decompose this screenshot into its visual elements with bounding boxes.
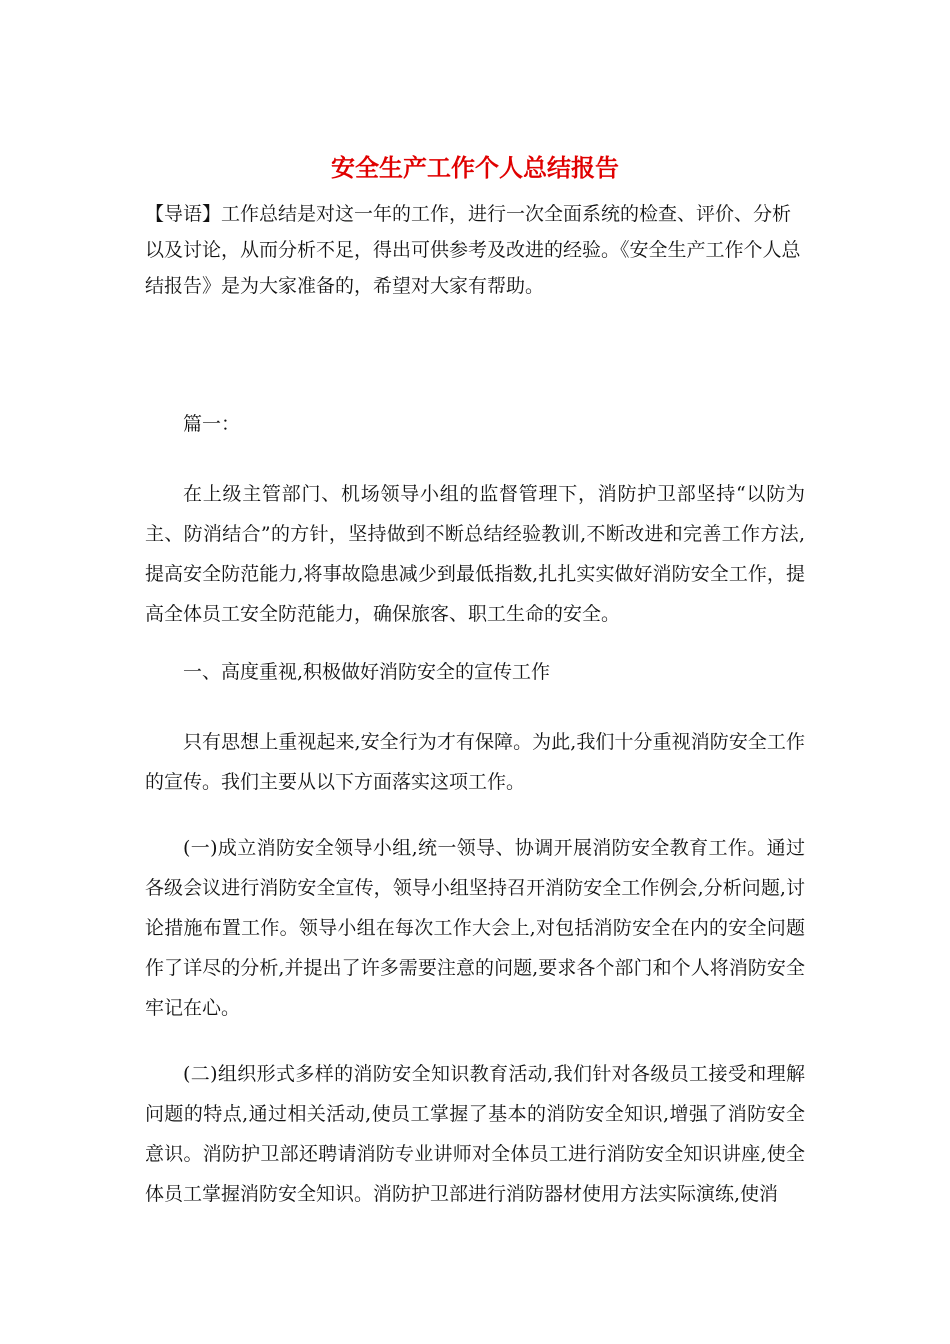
body-paragraph: (一)成立消防安全领导小组,统一领导、协调开展消防安全教育工作。通过各级会议进行消防安全宣传，领导小组坚持召开消防安全工作例会,分析问题,讨论措施布置工作。领导小组在每次工作大会上,对包括消防安全在内的安全问题作了详尽的分析,并提出了许多需要注意的问题,要求各个部门和个人将消防安全牢记在心。 — [145, 837, 805, 1019]
body-paragraph: (二)组织形式多样的消防安全知识教育活动,我们针对各级员工接受和理解问题的特点,通过相关活动,使员工掌握了基本的消防安全知识,增强了消防安全意识。消防护卫部还聘请消防专业讲师对全体员工进行消防安全知识讲座,使全体员工掌握消防安全知识。消防护卫部进行消防器材使用方法实际演练,使消 — [145, 1063, 805, 1205]
section-label: 篇一： — [183, 413, 241, 435]
body-paragraph: 在上级主管部门、机场领导小组的监督管理下，消防护卫部坚持“以防为主、防消结合”的方针，坚持做到不断总结经验教训,不断改进和完善工作方法,提高安全防范能力,将事故隐患减少到最低指数,扎扎实实做好消防安全工作，提高全体员工安全防范能力，确保旅客、职工生命的安全。 — [145, 483, 805, 625]
document-title: 安全生产工作个人总结报告 — [331, 153, 619, 182]
intro-paragraph: 【导语】工作总结是对这一年的工作，进行一次全面系统的检查、评价、分析以及讨论，从而分析不足，得出可供参考及改进的经验。《安全生产工作个人总结报告》是为大家准备的，希望对大家有帮助。 — [145, 203, 801, 297]
body-paragraph: 只有思想上重视起来,安全行为才有保障。为此,我们十分重视消防安全工作的宣传。我们主要从以下方面落实这项工作。 — [145, 731, 805, 793]
section-heading: 一、高度重视,积极做好消防安全的宣传工作 — [183, 661, 551, 683]
